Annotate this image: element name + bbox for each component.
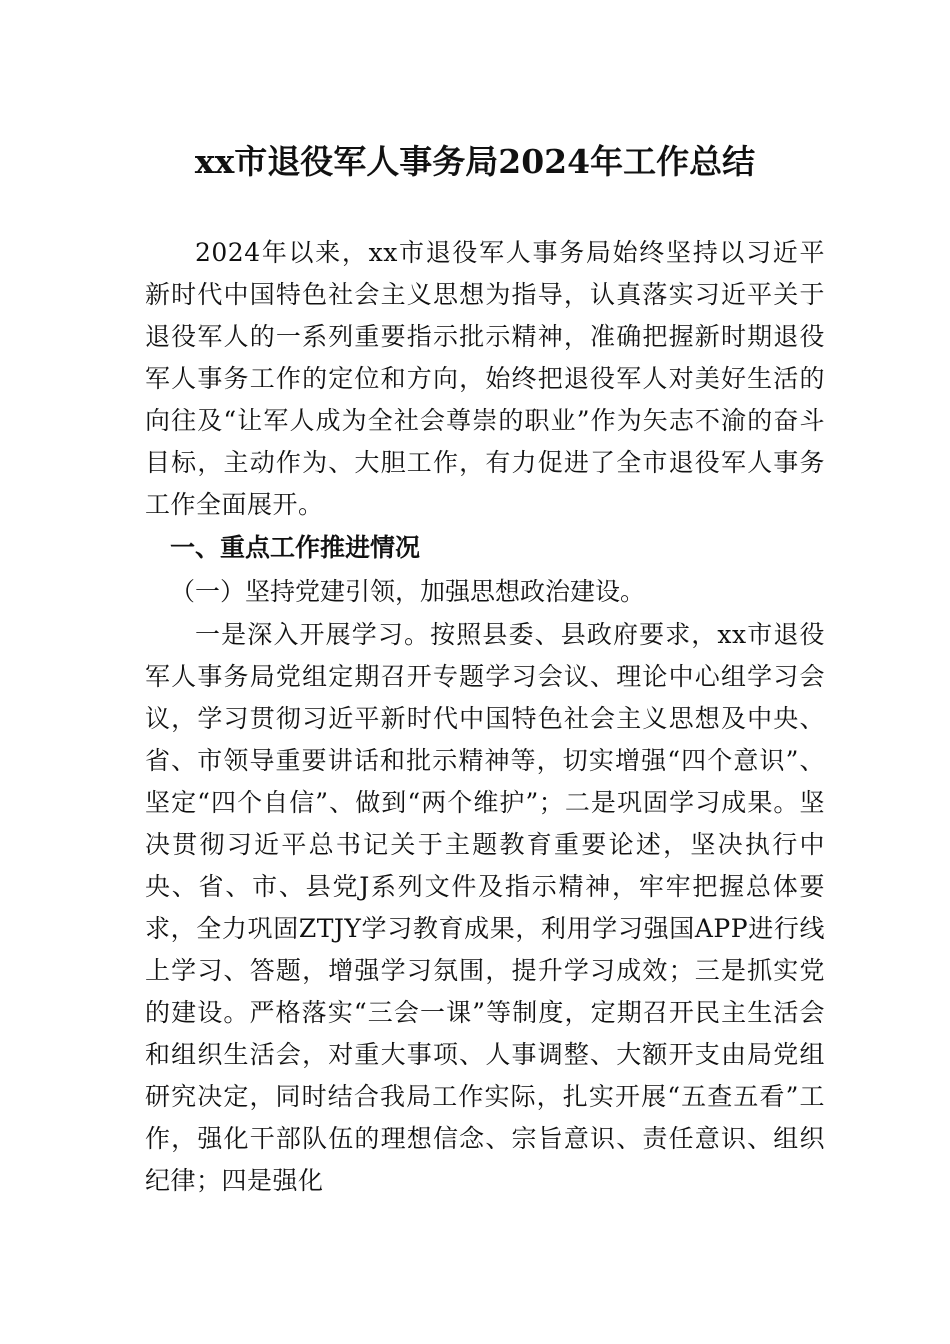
- section-heading: 一、重点工作推进情况: [170, 533, 421, 562]
- document-body: [145, 232, 825, 1202]
- intro-paragraph: 2024年以来，xx市退役军人事务局始终坚持以习近平新时代中国特色社会主义思想为指导，认真落实习近平关于退役军人的一系列重要指示批示精神，准确把握新时期退役军人事务工作的定位和方向，始终把退役军人对美好生活的向往及“让军人成为全社会尊崇的职业”作为矢志不渝的奋斗目标，主动作为、大胆工作，有力促进了全市退役军人事务工作全面展开。: [145, 238, 825, 519]
- body-paragraph: 一是深入开展学习。按照县委、县政府要求，xx市退役军人事务局党组定期召开专题学习会议、理论中心组学习会议，学习贯彻习近平新时代中国特色社会主义思想及中央、省、市领导重要讲话和批示精神等，切实增强“四个意识”、坚定“四个自信”、做到“两个维护”；二是巩固学习成果。坚决贯彻习近平总书记关于主题教育重要论述，坚决执行中央、省、市、县党J系列文件及指示精神，牢牢把握总体要求，全力巩固ZTJY学习教育成果，利用学习强国APP进行线上学习、答题，增强学习氛围，提升学习成效；三是抓实党的建设。严格落实“三会一课”等制度，定期召开民主生活会和组织生活会，对重大事项、人事调整、大额开支由局党组研究决定，同时结合我局工作实际，扎实开展“五查五看”工作，强化干部队伍的理想信念、宗旨意识、责任意识、组织纪律；四是强化: [145, 620, 825, 1195]
- subsection-heading: （一）坚持党建引领，加强思想政治建设。: [170, 577, 646, 606]
- document-title: xx市退役军人事务局2024年工作总结: [194, 142, 756, 181]
